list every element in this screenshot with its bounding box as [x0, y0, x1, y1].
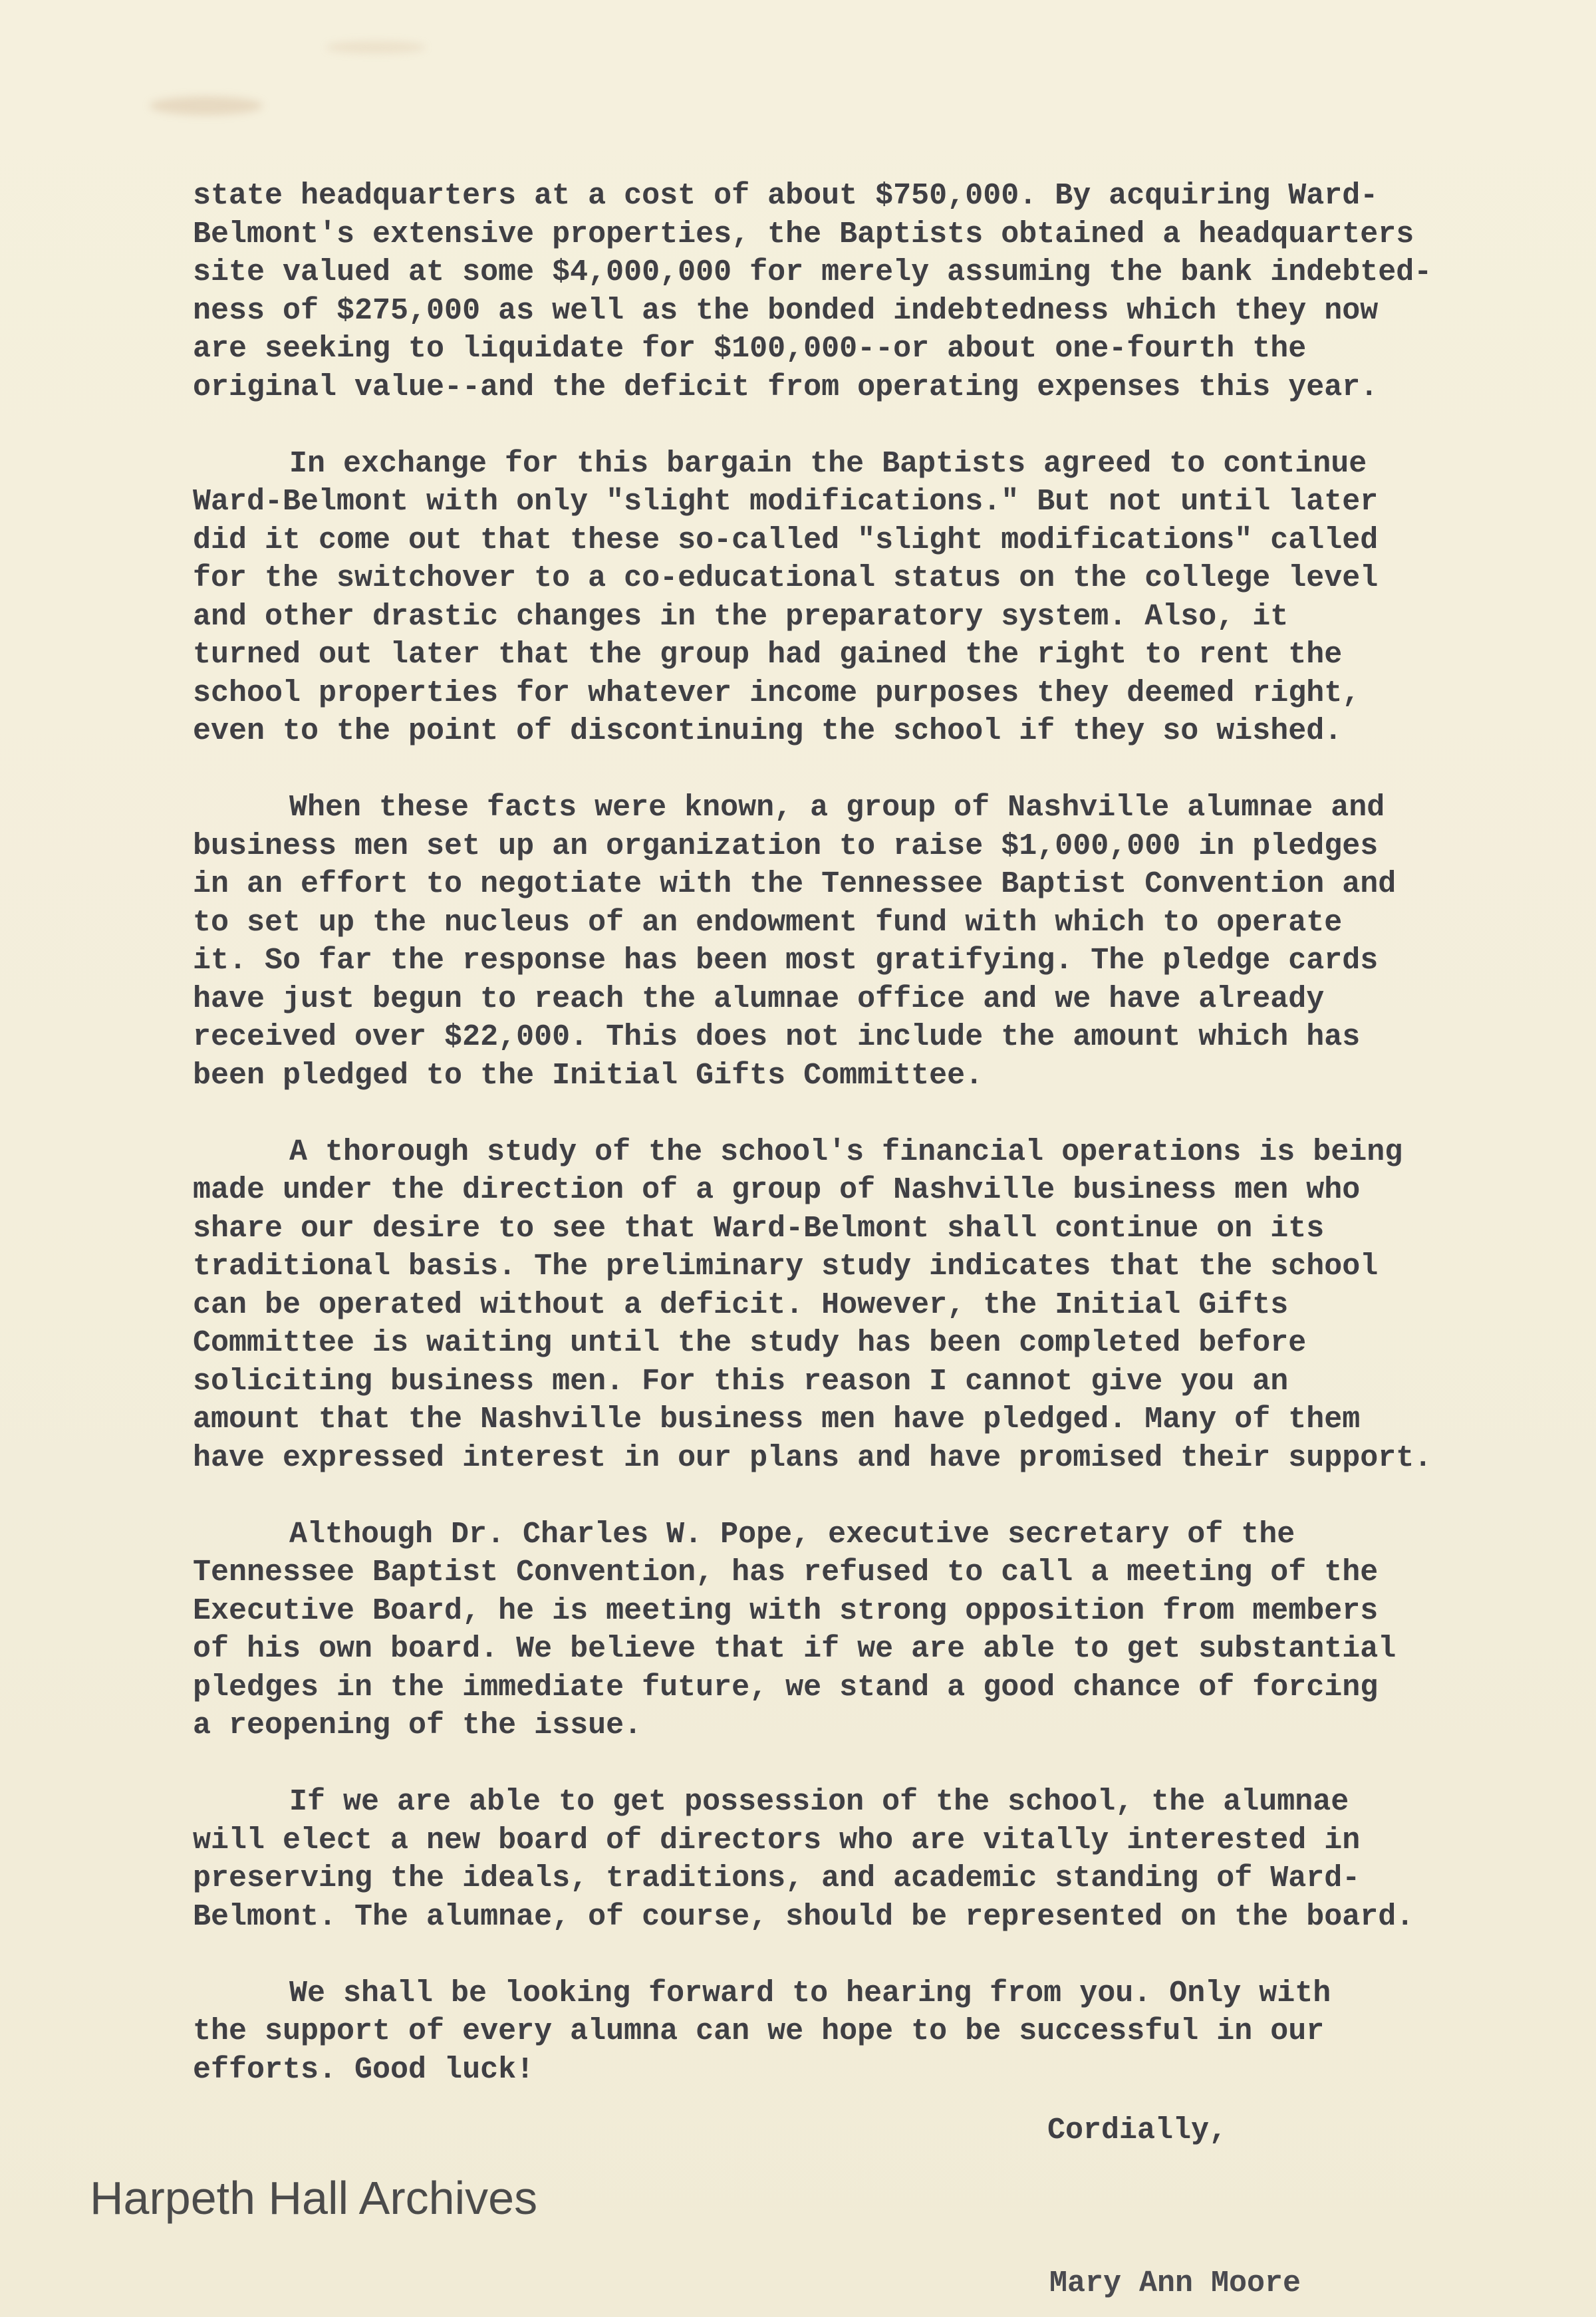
letter-closing: Cordially, [1047, 2113, 1228, 2147]
text-line: will elect a new board of directors who are vitally interested in [193, 1823, 1361, 1857]
text-line: Executive Board, he is meeting with strong opposition from members [193, 1593, 1379, 1628]
text-line: turned out later that the group had gained the right to rent the [193, 638, 1343, 672]
paragraph-5 [193, 1516, 1503, 1745]
text-line: soliciting business men. For this reason I cannot give you an [193, 1364, 1289, 1399]
text-line: school properties for whatever income purposes they deemed right, [193, 676, 1361, 710]
text-line: Committee is waiting until the study has been completed before [193, 1326, 1307, 1360]
text-line: business men set up an organization to raise $1,000,000 in pledges [193, 829, 1379, 863]
text-line: state headquarters at a cost of about $750,000. By acquiring Ward- [193, 179, 1379, 213]
text-line: made under the direction of a group of Nashville business men who [193, 1173, 1361, 1207]
text-line: Although Dr. Charles W. Pope, executive secretary of the [289, 1517, 1295, 1552]
text-line: in an effort to negotiate with the Tennessee Baptist Convention and [193, 867, 1396, 901]
text-line: Belmont's extensive properties, the Baptists obtained a headquarters [193, 217, 1414, 251]
archive-watermark: Harpeth Hall Archives [90, 2172, 538, 2224]
text-line: can be operated without a deficit. However, the Initial Gifts [193, 1288, 1289, 1322]
paragraph-4 [193, 1133, 1503, 1478]
text-line: been pledged to the Initial Gifts Committee. [193, 1058, 984, 1093]
text-line: amount that the Nashville business men have pledged. Many of them [193, 1403, 1361, 1436]
text-line: Tennessee Baptist Convention, has refused to call a meeting of the [193, 1556, 1379, 1589]
text-line: share our desire to see that Ward-Belmont shall continue on its [193, 1211, 1325, 1246]
letter-signature: Mary Ann Moore [1049, 2266, 1301, 2300]
text-line: received over $22,000. This does not include the amount which has [193, 1020, 1361, 1054]
text-line: original value--and the deficit from operating expenses this year. [193, 370, 1379, 404]
text-line: it. So far the response has been most gratifying. The pledge cards [193, 944, 1379, 978]
text-line: have expressed interest in our plans and have promised their support. [193, 1440, 1432, 1475]
text-line: When these facts were known, a group of Nashville alumnae and [289, 791, 1385, 825]
text-line: We shall be looking forward to hearing from you. Only with [289, 1976, 1331, 2010]
text-line: If we are able to get possession of the school, the alumnae [289, 1785, 1349, 1819]
paragraph-3 [193, 789, 1503, 1095]
text-line: a reopening of the issue. [193, 1708, 642, 1742]
text-line: and other drastic changes in the preparatory system. Also, it [193, 599, 1289, 634]
text-line: preserving the ideals, traditions, and academic standing of Ward- [193, 1861, 1361, 1895]
text-line: for the switchover to a co-educational status on the college level [193, 561, 1379, 595]
paragraph-1 [193, 177, 1503, 406]
paper-stain [150, 96, 263, 115]
text-line: are seeking to liquidate for $100,000--or about one-fourth the [193, 332, 1307, 366]
text-line: site valued at some $4,000,000 for merely assuming the bank indebted- [193, 255, 1432, 289]
text-line: A thorough study of the school's financial operations is being [289, 1135, 1403, 1169]
text-line: to set up the nucleus of an endowment fund with which to operate [193, 905, 1343, 940]
letter-body [193, 177, 1503, 2127]
text-line: Ward-Belmont with only "slight modifications." But not until later [193, 485, 1379, 519]
text-line: have just begun to reach the alumnae office and we have already [193, 982, 1325, 1016]
text-line: In exchange for this bargain the Baptists agreed to continue [289, 446, 1367, 481]
text-line: did it come out that these so-called "slight modifications" called [193, 523, 1379, 557]
text-line: ness of $275,000 as well as the bonded indebtedness which they now [193, 293, 1379, 328]
paragraph-6 [193, 1783, 1503, 1936]
text-line: the support of every alumna can we hope to be successful in our [193, 2014, 1325, 2048]
text-line: even to the point of discontinuing the school if they so wished. [193, 714, 1343, 748]
paper-stain [326, 41, 426, 53]
text-line: Belmont. The alumnae, of course, should be represented on the board. [193, 1899, 1414, 1934]
text-line: traditional basis. The preliminary study indicates that the school [193, 1250, 1379, 1284]
text-line: of his own board. We believe that if we are able to get substantial [193, 1632, 1396, 1666]
text-line: efforts. Good luck! [193, 2052, 535, 2087]
paragraph-7 [193, 1975, 1503, 2090]
text-line: pledges in the immediate future, we stand a good chance of forcing [193, 1670, 1379, 1704]
paragraph-2 [193, 445, 1503, 751]
